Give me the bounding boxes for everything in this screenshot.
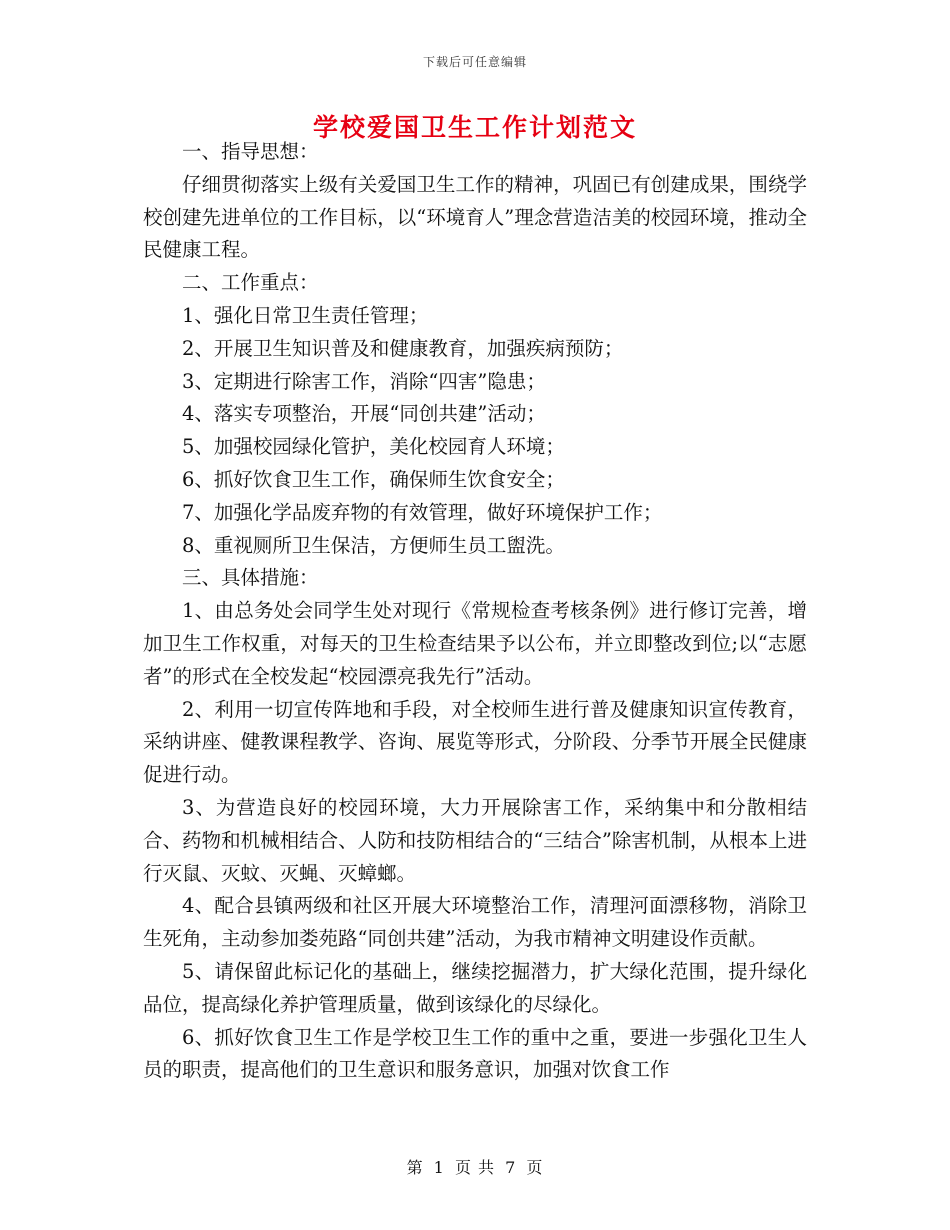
footer-suffix: 页 <box>526 1158 544 1177</box>
list-item: 8、重视厕所卫生保洁，方便师生员工盥洗。 <box>182 533 565 557</box>
paragraph: 1、由总务处会同学生处对现行《常规检查考核条例》进行修订完善，增加卫生工作权重，对每天的卫生检查结果予以公布，并立即整改到位;以“志愿者”的形式在全校发起“校园漂亮我先行”活动。 <box>143 599 807 688</box>
page-footer <box>0 1155 950 1178</box>
current-page-number: 1 <box>433 1158 445 1177</box>
footer-middle: 页 共 <box>454 1158 496 1177</box>
section-heading-measures: 三、具体措施： <box>182 566 319 590</box>
paragraph: 4、配合县镇两级和社区开展大环境整治工作，清理河面漂移物，消除卫生死角，主动参加娄苑路“同创共建”活动，为我市精神文明建设作贡献。 <box>143 894 807 951</box>
page-header: 下载后可任意编辑 <box>422 55 527 69</box>
total-page-count: 7 <box>505 1158 517 1177</box>
list-item: 1、强化日常卫生责任管理； <box>182 303 429 327</box>
list-item: 6、抓好饮食卫生工作，确保师生饮食安全； <box>182 467 565 491</box>
list-item: 2、开展卫生知识普及和健康教育，加强疾病预防； <box>182 336 624 360</box>
paragraph: 3、为营造良好的校园环境，大力开展除害工作，采纳集中和分散相结合、药物和机械相结合、人防和技防相结合的“三结合”除害机制，从根本上进行灭鼠、灭蚊、灭蝇、灭蟑螂。 <box>143 795 807 885</box>
list-item: 4、落实专项整治，开展“同创共建”活动； <box>182 402 546 426</box>
footer-prefix: 第 <box>406 1158 424 1177</box>
paragraph: 2、利用一切宣传阵地和手段，对全校师生进行普及健康知识宣传教育，采纳讲座、健教课程教学、咨询、展览等形式，分阶段、分季节开展全民健康促进行动。 <box>143 697 807 787</box>
document-title: 学校爱国卫生工作计划范文 <box>312 113 637 142</box>
paragraph: 仔细贯彻落实上级有关爱国卫生工作的精神，巩固已有创建成果，围绕学校创建先进单位的工作目标，以“环境育人”理念营造洁美的校园环境，推动全民健康工程。 <box>143 172 807 262</box>
document-body <box>143 136 807 1087</box>
list-item: 3、定期进行除害工作，消除“四害”隐患； <box>182 369 546 393</box>
section-heading-guiding-ideology: 一、指导思想： <box>182 140 319 163</box>
paragraph: 5、请保留此标记化的基础上，继续挖掘潜力，扩大绿化范围，提升绿化品位，提高绿化养护管理质量，做到该绿化的尽绿化。 <box>143 959 807 1016</box>
list-item: 7、加强化学品废弃物的有效管理，做好环境保护工作； <box>182 500 663 524</box>
list-item: 5、加强校园绿化管护，美化校园育人环境； <box>182 435 565 459</box>
section-heading-work-focus: 二、工作重点： <box>182 271 319 295</box>
paragraph: 6、抓好饮食卫生工作是学校卫生工作的重中之重，要进一步强化卫生人员的职责，提高他们的卫生意识和服务意识，加强对饮食工作 <box>143 1025 807 1082</box>
